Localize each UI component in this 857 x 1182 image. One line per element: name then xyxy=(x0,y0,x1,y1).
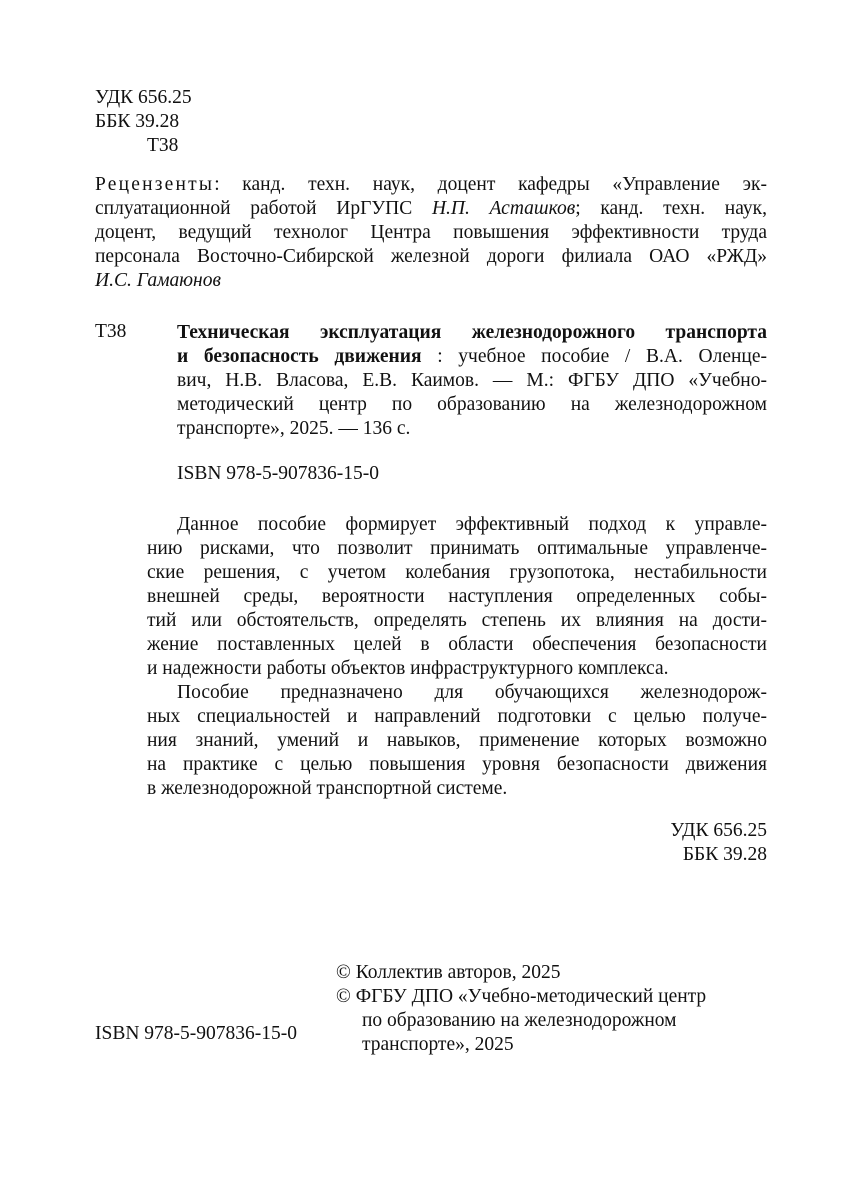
bib-line-2: и безопасность движения : учебное пособие / В.А. Оленце- xyxy=(177,346,767,367)
copyright-line-3: по образованию на железнодорожном xyxy=(362,1010,677,1031)
abstract-p1-line-3: ские решения, с учетом колебания грузопотока, нестабильности xyxy=(147,562,767,583)
book-title-line-2: и безопасность движения xyxy=(177,346,422,367)
bib-line-5: транспорте», 2025. — 136 с. xyxy=(177,418,411,439)
bib-line-4: методический центр по образованию на железнодорожном xyxy=(177,394,767,415)
bib-line-3: вич, Н.В. Власова, Е.В. Каимов. — М.: ФГБУ ДПО «Учебно- xyxy=(177,370,767,391)
bib-isbn: ISBN 978-5-907836-15-0 xyxy=(177,463,380,484)
abstract-p1-line-7: и надежности работы объектов инфраструктурного комплекса. xyxy=(147,658,669,679)
footer-codes xyxy=(670,819,767,867)
footer-bbk: ББК 39.28 xyxy=(682,844,767,865)
abstract-p1-line-6: жение поставленных целей в области обеспечения безопасности xyxy=(147,634,767,655)
abstract-p2-line-4: на практике с целью повышения уровня безопасности движения xyxy=(147,754,767,775)
reviewer-name-1: Н.П. Асташков xyxy=(431,198,576,219)
abstract-p1-line-4: внешней среды, вероятности наступления определенных собы- xyxy=(147,586,767,607)
bbk-code: ББК 39.28 xyxy=(95,111,180,132)
abstract-p1-line-5: тий или обстоятельств, определять степень их влияния на дости- xyxy=(147,610,767,631)
udk-code: УДК 656.25 xyxy=(95,87,192,108)
abstract-p2-line-2: ных специальностей и направлений подготовки с целью получе- xyxy=(147,706,767,727)
bib-record xyxy=(177,321,767,441)
reviewers-label: Рецензенты xyxy=(95,174,215,195)
abstract-p2-line-5: в железнодорожной транспортной системе. xyxy=(147,778,508,799)
copyright-line-4: транспорте», 2025 xyxy=(362,1034,514,1055)
bottom-isbn: ISBN 978-5-907836-15-0 xyxy=(95,1023,298,1044)
copyright-line-1: © Коллектив авторов, 2025 xyxy=(336,962,561,983)
reviewers-line-2: сплуатационной работой ИрГУПС Н.П. Асташков; канд. техн. наук, xyxy=(95,198,767,219)
bib-mark: Т38 xyxy=(95,321,127,342)
author-mark: Т38 xyxy=(147,135,179,156)
abstract xyxy=(147,513,767,801)
abstract-p2-line-3: ния знаний, умений и навыков, применение которых возможно xyxy=(147,730,767,751)
reviewers-line-3: доцент, ведущий технолог Центра повышения эффективности труда xyxy=(95,222,767,243)
abstract-p1-line-2: нию рисками, что позволит принимать оптимальные управленче- xyxy=(147,538,767,559)
copyright-block xyxy=(336,961,706,1057)
abstract-p1-line-1: Данное пособие формирует эффективный подход к управле- xyxy=(177,514,767,535)
copyright-line-2: © ФГБУ ДПО «Учебно-методический центр xyxy=(336,986,707,1007)
abstract-p2-line-1: Пособие предназначено для обучающихся железнодорож- xyxy=(177,682,767,703)
header-codes xyxy=(95,86,192,158)
reviewers-line-4: персонала Восточно-Сибирской железной дороги филиала ОАО «РЖД» xyxy=(95,246,767,267)
reviewers-line-1: Рецензенты: канд. техн. наук, доцент кафедры «Управление эк- xyxy=(95,174,767,195)
footer-udk: УДК 656.25 xyxy=(670,820,767,841)
reviewers-block xyxy=(95,173,767,293)
book-title-line-1: Техническая эксплуатация железнодорожного транспорта xyxy=(177,322,767,343)
reviewer-name-2: И.С. Гамаюнов xyxy=(95,270,221,291)
